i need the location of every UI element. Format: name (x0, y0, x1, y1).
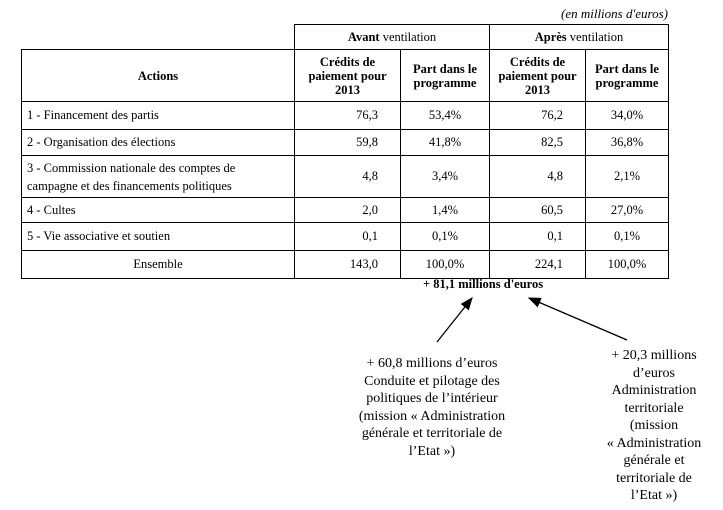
avant-part: 41,8% (401, 130, 490, 156)
header-avant: Avant ventilation (295, 25, 490, 50)
note-line: territoriale de (616, 470, 692, 486)
action-cell: 2 - Organisation des élections (22, 130, 295, 156)
unit-note: (en millions d'euros) (560, 6, 668, 21)
action-cell: 3 - Commission nationale des comptes de campagne et des financements politiques (22, 156, 295, 198)
header-actions: Actions (22, 50, 295, 102)
total-apres-cp: 224,1 (490, 251, 586, 279)
avant-cp: 4,8 (295, 156, 401, 198)
note-line: l’Etat ») (408, 443, 456, 459)
header-avant-part: Part dans le programme (401, 50, 490, 102)
note-line: politiques de l’intérieur (366, 391, 498, 406)
note-line: d’euros (633, 365, 675, 381)
apres-cp: 82,5 (490, 130, 586, 156)
apres-cp: 0,1 (490, 223, 586, 251)
note-line: Administration (611, 383, 697, 398)
note-line: (mission (629, 418, 679, 433)
note-line: « Administration (606, 435, 702, 451)
apres-cp: 76,2 (490, 102, 586, 130)
apres-part: 2,1% (586, 156, 669, 198)
avant-part: 53,4% (401, 102, 490, 130)
total-avant-part: 100,0% (401, 251, 490, 279)
arrow-right (529, 298, 627, 340)
note-line: territoriale (624, 400, 684, 416)
avant-part: 1,4% (401, 198, 490, 223)
header-apres-part: Part dans le programme (586, 50, 669, 102)
total-apres-part: 100,0% (586, 251, 669, 279)
total-avant-cp: 143,0 (295, 251, 401, 279)
note-left (332, 355, 532, 460)
note-line: (mission « Administration (358, 408, 506, 424)
apres-part: 36,8% (586, 130, 669, 156)
apres-part: 0,1% (586, 223, 669, 251)
header-apres: Après ventilation (490, 25, 669, 50)
arrow-left (437, 298, 472, 342)
note-right (593, 347, 715, 505)
avant-part: 3,4% (401, 156, 490, 198)
avant-cp: 2,0 (295, 198, 401, 223)
avant-part: 0,1% (401, 223, 490, 251)
note-line: Conduite et pilotage des (364, 373, 500, 389)
avant-cp: 76,3 (295, 102, 401, 130)
note-line: l’Etat ») (630, 488, 678, 503)
apres-cp: 4,8 (490, 156, 586, 198)
apres-cp: 60,5 (490, 198, 586, 223)
note-line: générale et territoriale de (361, 426, 503, 441)
apres-part: 27,0% (586, 198, 669, 223)
action-cell: 1 - Financement des partis (22, 102, 295, 130)
action-cell: 4 - Cultes (22, 198, 295, 223)
difference-total: + 81,1 millions d'euros (423, 277, 544, 291)
avant-cp: 59,8 (295, 130, 401, 156)
avant-cp: 0,1 (295, 223, 401, 251)
header-apres-credits: Crédits de paiement pour 2013 (490, 50, 586, 102)
action-cell: 5 - Vie associative et soutien (22, 223, 295, 251)
total-label: Ensemble (22, 251, 295, 279)
note-line: + 20,3 millions (611, 348, 697, 363)
header-avant-credits: Crédits de paiement pour 2013 (295, 50, 401, 102)
note-line: générale et (623, 453, 685, 468)
note-line: + 60,8 millions d’euros (366, 356, 498, 371)
apres-part: 34,0% (586, 102, 669, 130)
